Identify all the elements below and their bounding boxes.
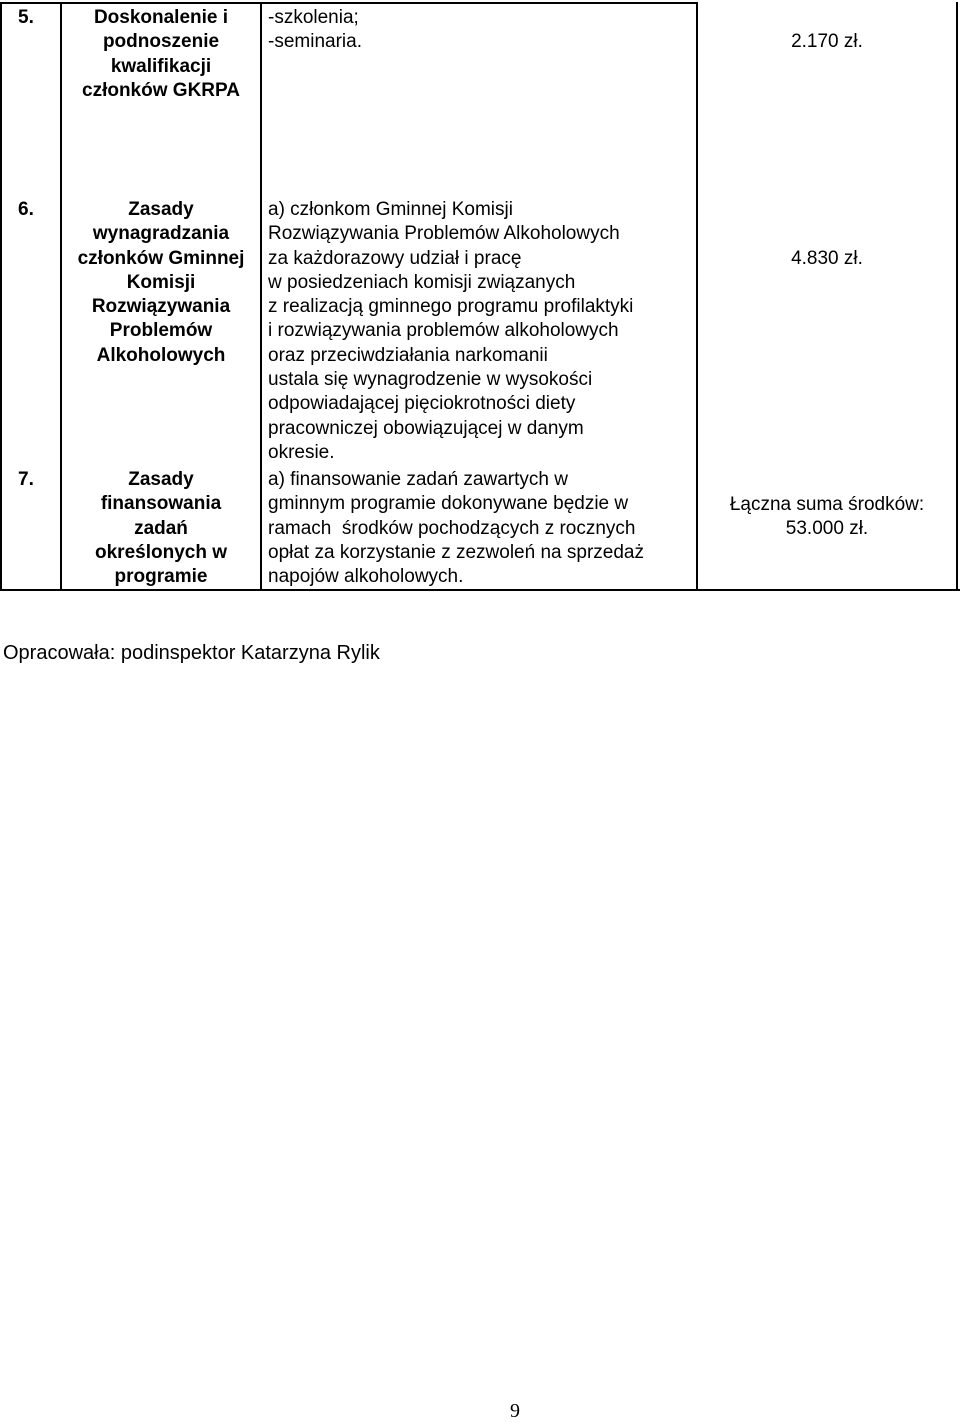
row-6-name (62, 198, 260, 368)
row-6-description-line: okresie. (268, 441, 335, 463)
row-5-description (268, 6, 362, 55)
row-7-description-line: a) finansowanie zadań zawartych w (268, 469, 568, 490)
row-7-description-line: ramach środków pochodzących z rocznych (268, 517, 636, 539)
row-6-description (268, 198, 633, 465)
column-divider-2 (260, 2, 262, 591)
row-6-description-line: pracowniczej obowiązującej w danym (268, 417, 584, 439)
row-5-amount: 2.170 zł. (791, 31, 863, 52)
row-7-name-line: programie (114, 566, 208, 588)
total-funds-value: 53.000 zł. (785, 518, 869, 540)
row-7-description-line: napojów alkoholowych. (268, 566, 464, 588)
row-6-name-line: Alkoholowych (96, 344, 226, 366)
table-border-right (956, 2, 958, 591)
row-6-description-line: Rozwiązywania Problemów Alkoholowych (268, 223, 620, 245)
row-7-description-line: opłat za korzystanie z zezwoleń na sprzedaż (268, 541, 644, 563)
row-5-number: 5. (18, 7, 34, 28)
row-6-amount: 4.830 zł. (791, 248, 863, 269)
row-5-description-line: -szkolenia; (268, 7, 359, 28)
row-6-description-line: za każdorazowy udział i pracę (268, 247, 522, 269)
row-6-name-line: członków Gminnej (77, 247, 245, 269)
row-6-description-line: ustala się wynagrodzenie w wysokości (268, 369, 593, 391)
budget-table (0, 0, 960, 592)
row-7-name-line: określonych w (95, 541, 227, 563)
row-5-name-line: członków GKRPA (82, 79, 240, 101)
row-6-description-line: a) członkom Gminnej Komisji (268, 199, 513, 220)
row-7-number: 7. (18, 469, 34, 490)
row-6-name-line: Komisji (126, 271, 196, 293)
row-7-name-line: Zasady (128, 469, 194, 490)
row-6-description-line: z realizacją gminnego programu profilaktyki (268, 296, 634, 318)
row-5-name-line: Doskonalenie i (93, 7, 229, 28)
row-6-name-line: Rozwiązywania (91, 296, 231, 318)
row-7-name-line: finansowania (100, 493, 222, 515)
page-number: 9 (510, 1400, 520, 1422)
row-5-name-line: podnoszenie (102, 31, 220, 53)
row-6-name-line: Zasady (128, 199, 194, 220)
row-6-name-line: Problemów (109, 320, 213, 342)
row-6-description-line: w posiedzeniach komisji związanych (268, 271, 576, 293)
table-border-left (0, 2, 2, 591)
row-7-description (268, 468, 644, 589)
row-6-number: 6. (18, 199, 34, 220)
row-7-description-line: gminnym programie dokonywane będzie w (268, 493, 629, 515)
row-6-name-line: wynagradzania (92, 223, 230, 245)
row-7-name-line: zadań (134, 517, 188, 539)
row-5-name (62, 6, 260, 103)
row-7-name (62, 468, 260, 589)
row-7-amount (698, 493, 956, 542)
row-6-description-line: odpowiadającej pięciokrotności diety (268, 393, 576, 415)
row-5-description-line: -seminaria. (268, 31, 362, 53)
row-6-description-line: oraz przeciwdziałania narkomanii (268, 344, 548, 366)
author-note: Opracowała: podinspektor Katarzyna Rylik (3, 642, 380, 664)
row-5-name-line: kwalifikacji (110, 55, 212, 77)
table-border-top (0, 2, 698, 4)
row-6-description-line: i rozwiązywania problemów alkoholowych (268, 320, 619, 342)
total-funds-label: Łączna suma środków: (729, 494, 925, 515)
